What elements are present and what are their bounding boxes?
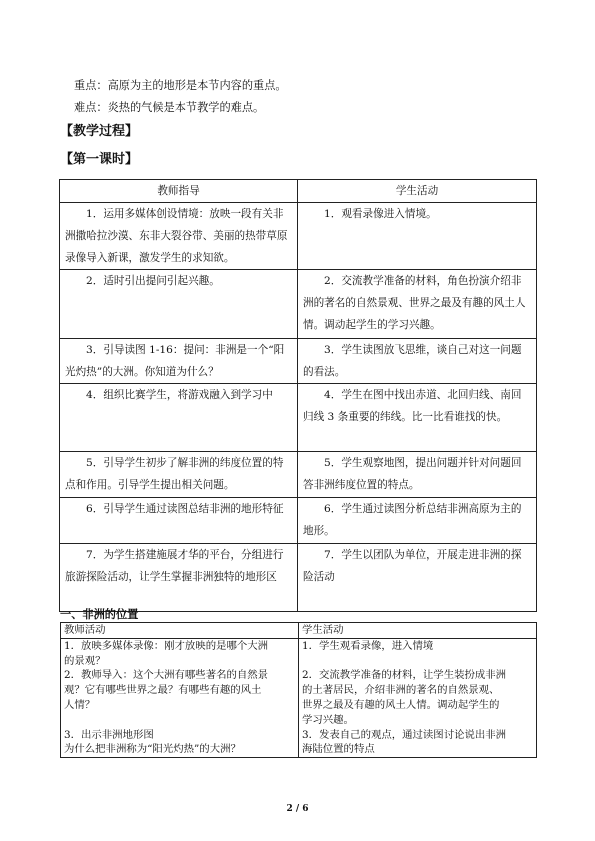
table-row	[60, 384, 537, 452]
table-row	[60, 498, 537, 544]
blank-line	[302, 654, 533, 669]
difficulty-text: 难点：炎热的气候是本节教学的难点。	[74, 101, 265, 114]
student-line: 世界之最及有趣的风土人情。调动起学生的	[302, 698, 500, 711]
student-line: 的土著居民，介绍非洲的著名的自然景观、	[302, 684, 500, 697]
teacher-line: 的景观？	[64, 654, 106, 667]
teacher-cell: 5．引导学生初步了解非洲的纬度位置的特点和作用。引导学生提出相关问题。	[60, 452, 298, 498]
table-row	[60, 203, 537, 270]
teacher-cell: 6．引导学生通过读图总结非洲的地形特征	[60, 498, 298, 544]
teacher-line: 为什么把非洲称为“阳光灼热”的大洲？	[64, 743, 241, 756]
teacher-line: 1．放映多媒体录像：刚才放映的是哪个大洲	[64, 639, 269, 652]
student-cell	[299, 638, 537, 757]
teacher-line: 人情？	[64, 698, 96, 711]
focus-text: 重点：高原为主的地形是本节内容的重点。	[74, 79, 287, 92]
table-row	[60, 452, 537, 498]
student-line: 3．发表自己的观点，通过读图讨论说出非洲	[302, 728, 507, 741]
student-cell: 6．学生通过读图分析总结非洲高原为主的地形。	[298, 498, 537, 544]
table-row	[60, 544, 537, 612]
table-row	[60, 339, 537, 384]
student-activity-header: 学生活动	[299, 623, 537, 639]
teacher-cell: 4．组织比赛学生，将游戏融入到学习中	[60, 384, 298, 452]
teacher-cell: 2．适时引出提问引起兴趣。	[60, 270, 298, 339]
teacher-line: 3．出示非洲地形图	[64, 728, 154, 741]
page-number: 2 / 6	[286, 804, 309, 814]
student-cell: 5．学生观察地图，提出问题并针对问题回答非洲纬度位置的特点。	[298, 452, 537, 498]
blank-line	[64, 713, 295, 728]
teacher-cell: 3．引导读图 1-16：提问：非洲是一个“阳光灼热”的大洲。你知道为什么？	[60, 339, 298, 384]
table-header-row	[60, 180, 537, 203]
location-table	[60, 622, 537, 758]
teacher-guide-header: 教师指导	[60, 180, 298, 203]
student-line: 学习兴趣。	[302, 713, 354, 726]
student-activity-header: 学生活动	[298, 180, 537, 203]
student-line: 1．学生观看录像，进入情境	[302, 639, 434, 652]
table-header-row	[61, 623, 537, 639]
teacher-line: 观？它有哪些世界之最？有哪些有趣的风土	[64, 684, 262, 697]
teacher-cell	[61, 638, 299, 757]
table-row	[60, 270, 537, 339]
table-row	[61, 638, 537, 757]
teacher-cell: 7．为学生搭建施展才华的平台，分组进行旅游探险活动，让学生掌握非洲独特的地形区	[60, 544, 298, 612]
student-cell: 1．观看录像进入情境。	[298, 203, 537, 270]
teaching-process-heading: 【教学过程】	[60, 124, 139, 139]
teacher-activity-header: 教师活动	[61, 623, 299, 639]
student-cell: 4．学生在图中找出赤道、北回归线、南回归线 3 条重要的纬线。比一比看谁找的快。	[298, 384, 537, 452]
student-line: 海陆位置的特点	[302, 743, 375, 756]
student-cell: 2．交流教学准备的材料，角色扮演介绍非洲的著名的自然景观、世界之最及有趣的风土人情。调动起学生的学习兴趣。	[298, 270, 537, 339]
student-cell: 7．学生以团队为单位，开展走进非洲的探险活动	[298, 544, 537, 612]
teacher-line: 2．教师导入：这个大洲有哪些著名的自然景	[64, 669, 269, 682]
student-cell: 3．学生读图放飞思维，谈自己对这一问题的看法。	[298, 339, 537, 384]
student-line: 2．交流教学准备的材料，让学生装扮成非洲	[302, 669, 507, 682]
lesson-table	[59, 179, 537, 612]
lesson-one-heading: 【第一课时】	[60, 152, 139, 167]
teacher-cell: 1．运用多媒体创设情境：放映一段有关非洲撒哈拉沙漠、东非大裂谷带、美丽的热带草原录像导入新课，激发学生的求知欲。	[60, 203, 298, 270]
africa-location-heading: 一、非洲的位置	[60, 608, 139, 621]
